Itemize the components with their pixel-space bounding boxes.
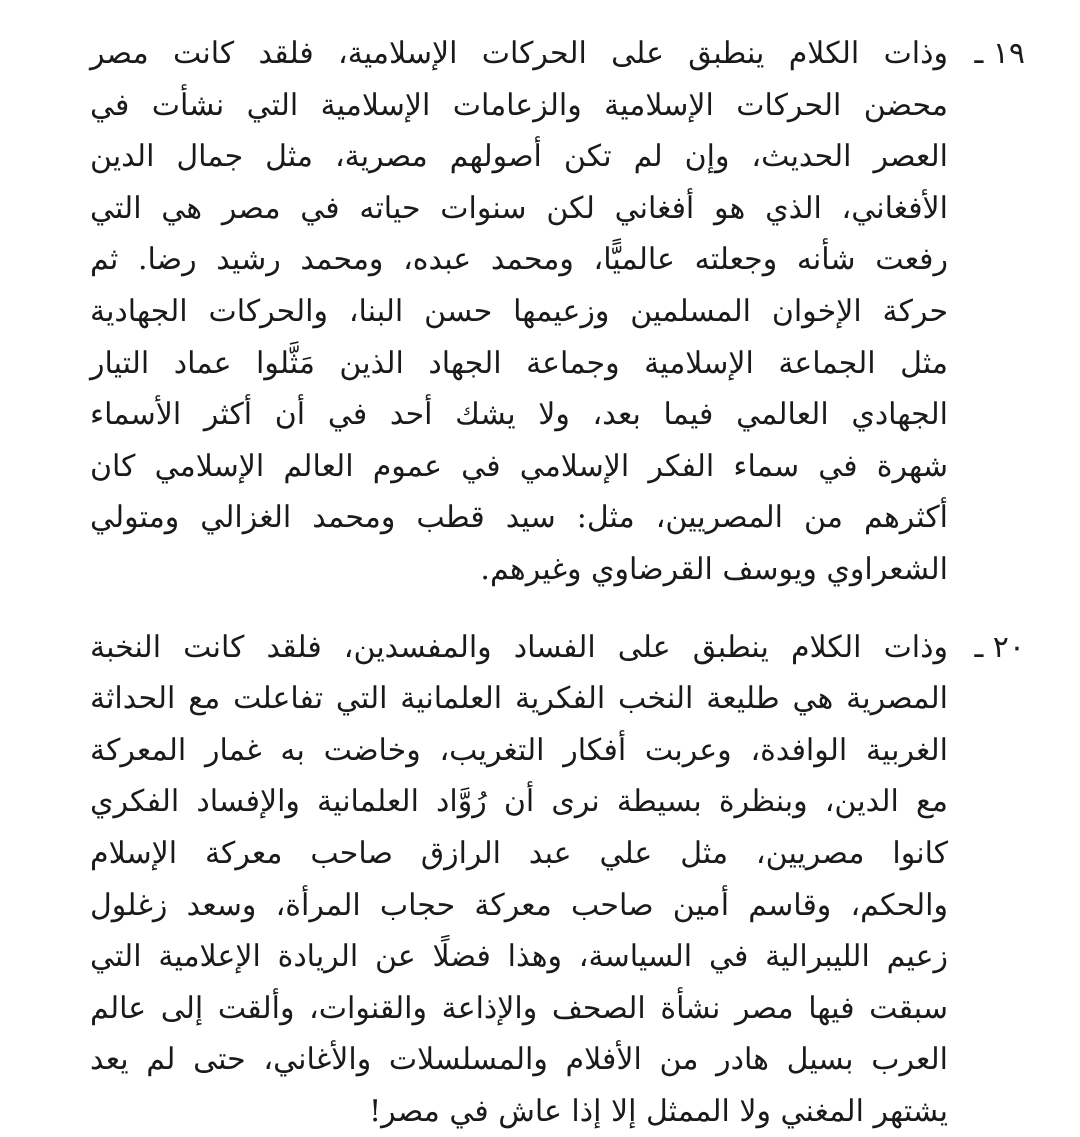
item-20-line-6: والحكم، وقاسم أمين صاحب معركة حجاب المرأة، وسعد زغلول [90,887,948,923]
item-19-line-11: الشعراوي ويوسف القرضاوي وغيرهم. [480,551,948,587]
list-item-19 [90,28,1025,596]
item-19-line-10: أكثرهم من المصريين، مثل: سيد قطب ومحمد الغزالي ومتولي [90,500,948,536]
item-19-line-4: الأفغاني، الذي هو أفغاني لكن سنوات حياته في مصر هي التي [90,190,948,226]
item-19-line-2: محضن الحركات الإسلامية والزعامات الإسلامية التي نشأت في [90,87,948,123]
item-19-line-7: مثل الجماعة الإسلامية وجماعة الجهاد الذين مَثَّلوا عماد التيار [90,345,948,381]
item-20-line-5: كانوا مصريين، مثل علي عبد الرازق صاحب معركة الإسلام [90,835,948,871]
item-20-line-3: الغربية الوافدة، وعربت أفكار التغريب، وخاضت به غمار المعركة [90,732,948,768]
item-20-line-7: زعيم الليبرالية في السياسة، وهذا فضلًا عن الريادة الإعلامية التي [90,939,948,975]
item-19-line-8: الجهادي العالمي فيما بعد، ولا يشك أحد في أن أكثر الأسماء [90,397,948,433]
item-20-line-4: مع الدين، وبنظرة بسيطة نرى أن رُوَّاد العلمانية والإفساد الفكري [90,784,948,820]
item-20-line-1: وذات الكلام ينطبق على الفساد والمفسدين، فلقد كانت النخبة [90,629,948,665]
item-20-line-2: المصرية هي طليعة النخب الفكرية العلمانية التي تفاعلت مع الحداثة [90,681,948,717]
item-20-line-9: العرب بسيل هادر من الأفلام والمسلسلات والأغاني، حتى لم يعد [90,1042,948,1078]
item-19-line-9: شهرة في سماء الفكر الإسلامي في عموم العالم الإسلامي كان [90,448,948,484]
item-19-line-6: حركة الإخوان المسلمين وزعيمها حسن البنا، والحركات الجهادية [90,293,948,329]
item-19-line-3: العصر الحديث، وإن لم تكن أصولهم مصرية، مثل جمال الدين [90,139,948,175]
item-20-line-8: سبقت فيها مصر نشأة الصحف والإذاعة والقنوات، وألقت إلى عالم [90,990,948,1026]
item-19-line-5: رفعت شأنه وجعلته عالميًّا، ومحمد عبده، ومحمد رشيد رضا. ثم [90,242,948,278]
item-20-line-10: يشتهر المغني ولا الممثل إلا إذا عاش في مصر! [369,1093,948,1129]
item-number: ١٩ ـ [974,36,1025,71]
item-19-line-1: وذات الكلام ينطبق على الحركات الإسلامية، فلقد كانت مصر [90,36,948,71]
item-number: ٢٠ ـ [974,629,1025,665]
list-item-20 [90,622,1025,1137]
document-page [90,28,1025,1137]
